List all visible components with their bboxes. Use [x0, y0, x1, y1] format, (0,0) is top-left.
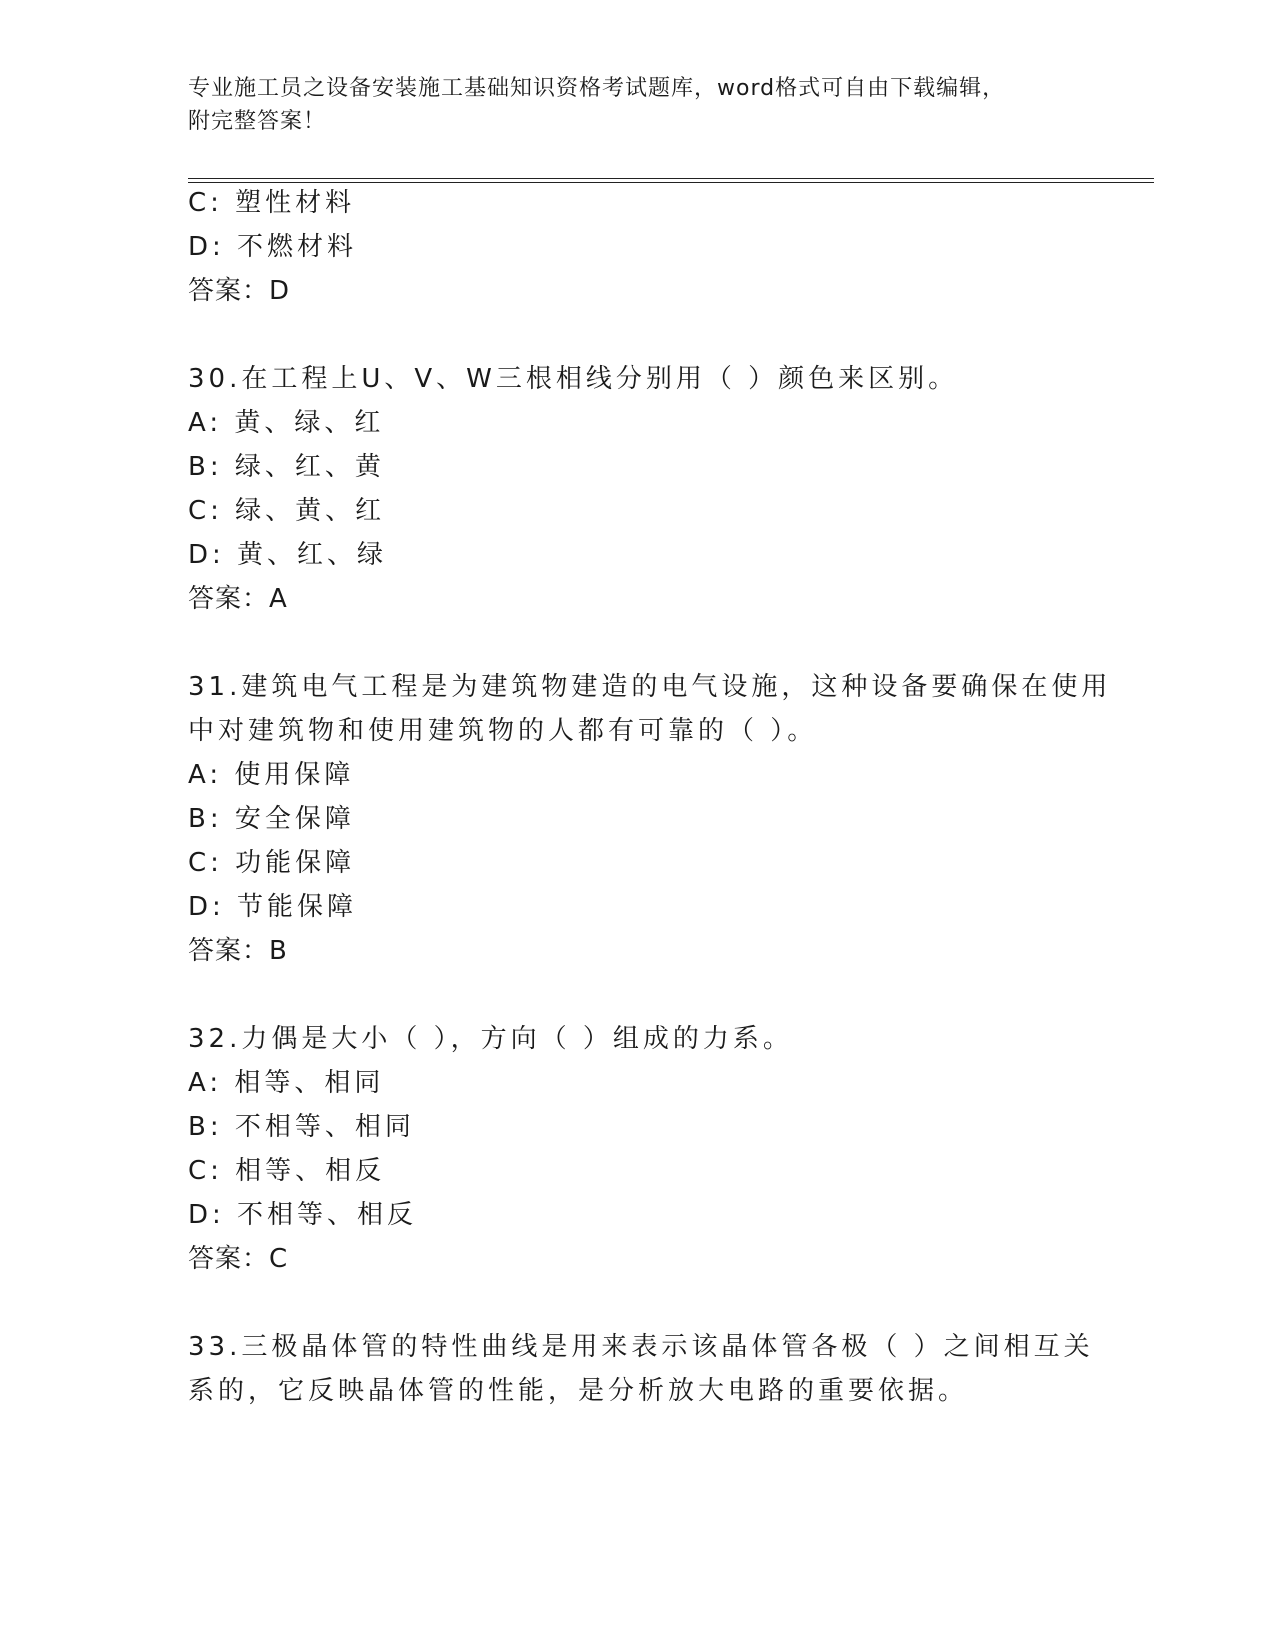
header-line-2: 附完整答案！ — [188, 109, 327, 134]
q30-answer: 答案：A — [188, 584, 288, 614]
q31-answer: 答案：B — [188, 936, 288, 966]
q32-option-c: C: 相等、相反 — [188, 1156, 386, 1186]
q31-stem-line-1: 31.建筑电气工程是为建筑物建造的电气设施，这种设备要确保在使用 — [188, 672, 1112, 702]
q31-option-c: C: 功能保障 — [188, 848, 356, 878]
q30-stem: 30.在工程上U、V、W三根相线分别用（ ）颜色来区别。 — [188, 364, 959, 394]
q32-answer: 答案：C — [188, 1244, 289, 1274]
page-header — [188, 72, 1088, 138]
q32-option-b: B: 不相等、相同 — [188, 1112, 415, 1142]
prev-option-c: C: 塑性材料 — [188, 188, 356, 218]
q30-option-a: A: 黄、绿、红 — [188, 408, 385, 438]
header-line-1: 专业施工员之设备安装施工基础知识资格考试题库，word格式可自由下载编辑， — [188, 76, 1006, 101]
header-divider — [188, 178, 1154, 183]
q30-option-d: D: 黄、红、绿 — [188, 540, 388, 570]
q33-stem-line-2: 系的，它反映晶体管的性能，是分析放大电路的重要依据。 — [188, 1376, 969, 1406]
q32-option-a: A: 相等、相同 — [188, 1068, 385, 1098]
q31-stem-line-2: 中对建筑物和使用建筑物的人都有可靠的（ ）。 — [188, 716, 818, 746]
q30-option-b: B: 绿、红、黄 — [188, 452, 385, 482]
q32-stem: 32.力偶是大小（ ），方向（ ）组成的力系。 — [188, 1024, 793, 1054]
q32-option-d: D: 不相等、相反 — [188, 1200, 418, 1230]
q33-stem-line-1: 33.三极晶体管的特性曲线是用来表示该晶体管各极（ ）之间相互关 — [188, 1332, 1094, 1362]
q31-option-d: D: 节能保障 — [188, 892, 358, 922]
q31-option-b: B: 安全保障 — [188, 804, 355, 834]
q31-option-a: A: 使用保障 — [188, 760, 355, 790]
prev-option-d: D: 不燃材料 — [188, 232, 358, 262]
q30-option-c: C: 绿、黄、红 — [188, 496, 386, 526]
prev-answer: 答案：D — [188, 276, 291, 306]
